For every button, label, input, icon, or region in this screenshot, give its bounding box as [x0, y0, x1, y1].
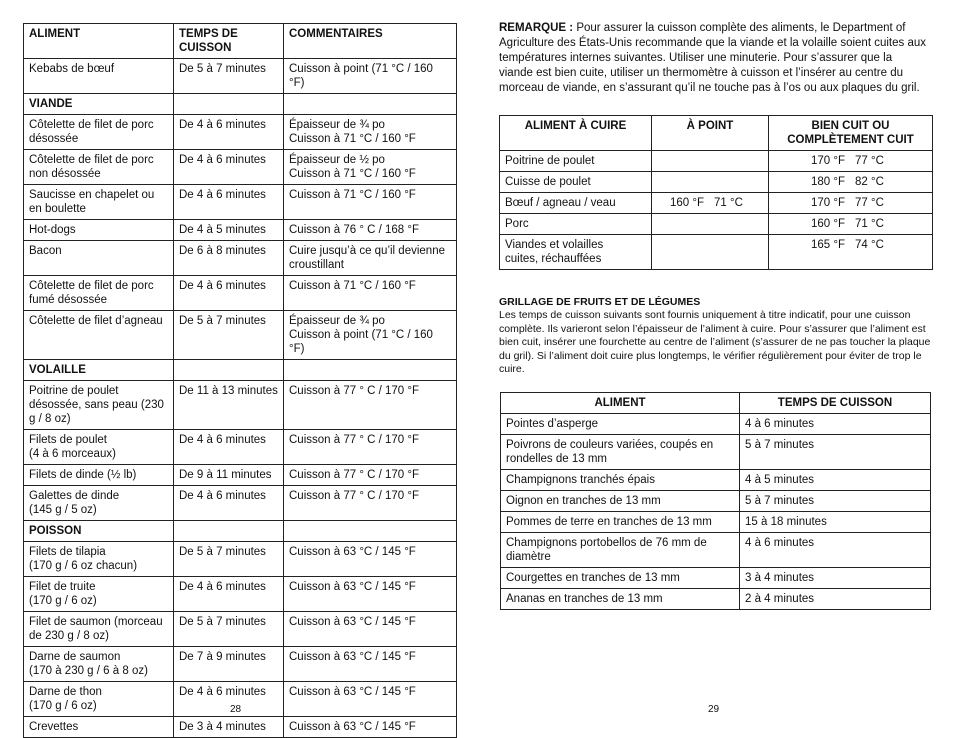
- cell-aliment: Darne de thon (170 g / 6 oz): [24, 682, 174, 717]
- cell-temps: De 11 à 13 minutes: [174, 381, 284, 430]
- header-aliment-a-cuire: ALIMENT À CUIRE: [500, 116, 652, 151]
- cell-food: Poivrons de couleurs variées, coupés en rondelles de 13 mm: [501, 435, 740, 470]
- cell-temps: De 4 à 5 minutes: [174, 220, 284, 241]
- cell-food: Champignons portobellos de 76 mm de diamètre: [501, 533, 740, 568]
- well-celsius: 77 °C: [855, 197, 884, 209]
- cell-temps: De 4 à 6 minutes: [174, 577, 284, 612]
- cell-commentaires: Cuisson à 63 °C / 145 °F: [284, 577, 457, 612]
- header-a-point: À POINT: [652, 116, 769, 151]
- well-celsius: 71 °C: [855, 218, 884, 230]
- cell-well-done: [769, 235, 933, 270]
- cell-commentaires: Cuisson à 77 ° C / 170 °F: [284, 486, 457, 521]
- cell-well-done: [769, 151, 933, 172]
- cell-food: Oignon en tranches de 13 mm: [501, 491, 740, 512]
- cell-temps: De 4 à 6 minutes: [174, 276, 284, 311]
- cell-time: 4 à 5 minutes: [740, 470, 931, 491]
- cell-aliment: Filets de poulet (4 à 6 morceaux): [24, 430, 174, 465]
- note-text: Pour assurer la cuisson complète des aliments, le Department of Agriculture des États-Unis recommande que la viande et la volaille soient cuites aux températures internes suivantes. Utiliser une minuterie. Pour s’assurer que la viande est bien cuite, utiliser un thermomètre à cuisson et l’insérer au centre du morceau de viande, en s’assurant qu’il ne touche pas à l’os ou aux plaques du gril.: [499, 22, 926, 94]
- veg-section-text: Les temps de cuisson suivants sont fournis uniquement à titre indicatif, pour une cuisson complète. Ils varieront selon l’épaisseur de l’aliment à cuire. Pour s’assurer que l’aliment est bien cuit, insérer une fourchette au centre de l’aliment (s’assurer de ne pas toucher la plaque du gril). Si l’aliment doit cuire plus longtemps, le vérifier régulièrement pour éviter de trop le cuire.: [499, 309, 931, 375]
- header-aliment: ALIMENT: [24, 24, 174, 59]
- table-row: [24, 276, 457, 311]
- cell-aliment: Crevettes: [24, 717, 174, 738]
- cell-temps: De 4 à 6 minutes: [174, 682, 284, 717]
- header-commentaires: COMMENTAIRES: [284, 24, 457, 59]
- table-row: [501, 435, 931, 470]
- cell-food: Viandes et volailles cuites, réchauffées: [500, 235, 652, 270]
- cell-medium: [652, 193, 769, 214]
- cell-commentaires: Cuisson à 77 ° C / 170 °F: [284, 430, 457, 465]
- cell-commentaires: Cuire jusqu’à ce qu’il devienne croustillant: [284, 241, 457, 276]
- table-row: [24, 220, 457, 241]
- section-label: VIANDE: [24, 94, 174, 115]
- table-row: [24, 542, 457, 577]
- table-row: [24, 486, 457, 521]
- well-fahrenheit: 170 °F: [811, 197, 846, 209]
- table-row: [501, 568, 931, 589]
- cell-medium: [652, 235, 769, 270]
- table-row: [500, 235, 933, 270]
- section-empty-cell: [284, 360, 457, 381]
- cell-commentaires: Cuisson à 71 °C / 160 °F: [284, 185, 457, 220]
- cell-temps: De 4 à 6 minutes: [174, 115, 284, 150]
- cell-aliment: Côtelette de filet de porc fumé désossée: [24, 276, 174, 311]
- cell-aliment: Kebabs de bœuf: [24, 59, 174, 94]
- table-row: [501, 589, 931, 610]
- cell-commentaires: Cuisson à 63 °C / 145 °F: [284, 542, 457, 577]
- cell-food: Porc: [500, 214, 652, 235]
- cell-aliment: Filets de tilapia (170 g / 6 oz chacun): [24, 542, 174, 577]
- table-header-row: [24, 24, 457, 59]
- cell-food: Poitrine de poulet: [500, 151, 652, 172]
- table-row: [501, 512, 931, 533]
- cell-commentaires: Cuisson à 77 ° C / 170 °F: [284, 465, 457, 486]
- table-row: [501, 533, 931, 568]
- table-row: [500, 214, 933, 235]
- cell-temps: De 3 à 4 minutes: [174, 717, 284, 738]
- cell-time: 15 à 18 minutes: [740, 512, 931, 533]
- cell-commentaires: Cuisson à 76 ° C / 168 °F: [284, 220, 457, 241]
- table-row: [24, 150, 457, 185]
- cell-temps: De 4 à 6 minutes: [174, 150, 284, 185]
- cell-temps: De 4 à 6 minutes: [174, 486, 284, 521]
- cell-aliment: Filet de truite (170 g / 6 oz): [24, 577, 174, 612]
- section-empty-cell: [174, 94, 284, 115]
- section-empty-cell: [284, 94, 457, 115]
- header-temps-veg: TEMPS DE CUISSON: [740, 393, 931, 414]
- cell-temps: De 7 à 9 minutes: [174, 647, 284, 682]
- cell-time: 4 à 6 minutes: [740, 533, 931, 568]
- cell-aliment: Darne de saumon (170 à 230 g / 6 à 8 oz): [24, 647, 174, 682]
- table-row: [24, 59, 457, 94]
- cooking-time-body: [24, 59, 457, 738]
- table-row: [24, 430, 457, 465]
- well-fahrenheit: 160 °F: [811, 218, 846, 230]
- table-header-row: [501, 393, 931, 414]
- table-row: [500, 193, 933, 214]
- cell-aliment: Côtelette de filet de porc désossée: [24, 115, 174, 150]
- cell-food: Pommes de terre en tranches de 13 mm: [501, 512, 740, 533]
- cell-aliment: Poitrine de poulet désossée, sans peau (230 g / 8 oz): [24, 381, 174, 430]
- table-row: [24, 465, 457, 486]
- cell-aliment: Saucisse en chapelet ou en boulette: [24, 185, 174, 220]
- cell-food: Bœuf / agneau / veau: [500, 193, 652, 214]
- section-empty-cell: [284, 521, 457, 542]
- cell-commentaires: Épaisseur de ¾ po Cuisson à point (71 °C / 160 °F): [284, 311, 457, 360]
- cell-aliment: Filets de dinde (½ lb): [24, 465, 174, 486]
- cell-commentaires: Cuisson à point (71 °C / 160 °F): [284, 59, 457, 94]
- section-empty-cell: [174, 360, 284, 381]
- cell-commentaires: Épaisseur de ¾ po Cuisson à 71 °C / 160 °F: [284, 115, 457, 150]
- veg-cooking-table: [500, 392, 931, 610]
- section-row: [24, 360, 457, 381]
- header-bien-cuit: BIEN CUIT OU COMPLÈTEMENT CUIT: [769, 116, 933, 151]
- page-number-left: 28: [230, 704, 242, 715]
- header-temps: TEMPS DE CUISSON: [174, 24, 284, 59]
- cell-medium: [652, 214, 769, 235]
- well-celsius: 77 °C: [855, 155, 884, 167]
- table-row: [24, 647, 457, 682]
- section-empty-cell: [174, 521, 284, 542]
- cell-temps: De 4 à 6 minutes: [174, 430, 284, 465]
- cell-well-done: [769, 214, 933, 235]
- cell-temps: De 4 à 6 minutes: [174, 185, 284, 220]
- cell-well-done: [769, 172, 933, 193]
- cell-temps: De 5 à 7 minutes: [174, 59, 284, 94]
- table-row: [500, 151, 933, 172]
- section-row: [24, 94, 457, 115]
- section-label: VOLAILLE: [24, 360, 174, 381]
- cell-commentaires: Cuisson à 63 °C / 145 °F: [284, 682, 457, 717]
- veg-section-title: GRILLAGE DE FRUITS ET DE LÉGUMES: [499, 296, 701, 308]
- cell-temps: De 9 à 11 minutes: [174, 465, 284, 486]
- cooking-time-table: [23, 23, 457, 738]
- cell-aliment: Côtelette de filet de porc non désossée: [24, 150, 174, 185]
- cell-aliment: Galettes de dinde (145 g / 5 oz): [24, 486, 174, 521]
- note-label: REMARQUE :: [499, 22, 574, 34]
- cell-food: Pointes d’asperge: [501, 414, 740, 435]
- table-row: [501, 491, 931, 512]
- well-fahrenheit: 180 °F: [811, 176, 846, 188]
- table-row: [501, 470, 931, 491]
- cell-medium: [652, 151, 769, 172]
- cell-commentaires: Cuisson à 71 °C / 160 °F: [284, 276, 457, 311]
- veg-cooking-body: [501, 414, 931, 610]
- cell-temps: De 5 à 7 minutes: [174, 311, 284, 360]
- well-fahrenheit: 170 °F: [811, 155, 846, 167]
- table-row: [24, 612, 457, 647]
- cell-food: Ananas en tranches de 13 mm: [501, 589, 740, 610]
- internal-temperature-body: [500, 151, 933, 270]
- cell-time: 4 à 6 minutes: [740, 414, 931, 435]
- table-header-row: [500, 116, 933, 151]
- page-number-right: 29: [708, 704, 720, 715]
- internal-temperature-table: [499, 115, 933, 270]
- cell-commentaires: Épaisseur de ½ po Cuisson à 71 °C / 160 °F: [284, 150, 457, 185]
- table-row: [24, 381, 457, 430]
- cell-commentaires: Cuisson à 63 °C / 145 °F: [284, 612, 457, 647]
- cell-aliment: Bacon: [24, 241, 174, 276]
- cell-food: Courgettes en tranches de 13 mm: [501, 568, 740, 589]
- well-celsius: 82 °C: [855, 176, 884, 188]
- table-row: [24, 311, 457, 360]
- well-fahrenheit: 165 °F: [811, 239, 846, 251]
- cell-aliment: Filet de saumon (morceau de 230 g / 8 oz): [24, 612, 174, 647]
- cell-commentaires: Cuisson à 77 ° C / 170 °F: [284, 381, 457, 430]
- cell-well-done: [769, 193, 933, 214]
- table-row: [24, 717, 457, 738]
- cell-food: Cuisse de poulet: [500, 172, 652, 193]
- cell-aliment: Côtelette de filet d’agneau: [24, 311, 174, 360]
- cell-commentaires: Cuisson à 63 °C / 145 °F: [284, 717, 457, 738]
- section-row: [24, 521, 457, 542]
- cell-commentaires: Cuisson à 63 °C / 145 °F: [284, 647, 457, 682]
- cell-temps: De 6 à 8 minutes: [174, 241, 284, 276]
- table-row: [24, 241, 457, 276]
- table-row: [24, 185, 457, 220]
- note-paragraph: [499, 21, 929, 96]
- table-row: [501, 414, 931, 435]
- cell-temps: De 5 à 7 minutes: [174, 542, 284, 577]
- header-aliment-veg: ALIMENT: [501, 393, 740, 414]
- cell-time: 3 à 4 minutes: [740, 568, 931, 589]
- cell-temps: De 5 à 7 minutes: [174, 612, 284, 647]
- cell-food: Champignons tranchés épais: [501, 470, 740, 491]
- cell-medium: [652, 172, 769, 193]
- cell-time: 5 à 7 minutes: [740, 491, 931, 512]
- cell-time: 2 à 4 minutes: [740, 589, 931, 610]
- cell-aliment: Hot-dogs: [24, 220, 174, 241]
- table-row: [24, 577, 457, 612]
- medium-celsius: 71 °C: [714, 197, 743, 209]
- well-celsius: 74 °C: [855, 239, 884, 251]
- section-label: POISSON: [24, 521, 174, 542]
- table-row: [24, 115, 457, 150]
- cell-time: 5 à 7 minutes: [740, 435, 931, 470]
- medium-fahrenheit: 160 °F: [670, 197, 705, 209]
- table-row: [500, 172, 933, 193]
